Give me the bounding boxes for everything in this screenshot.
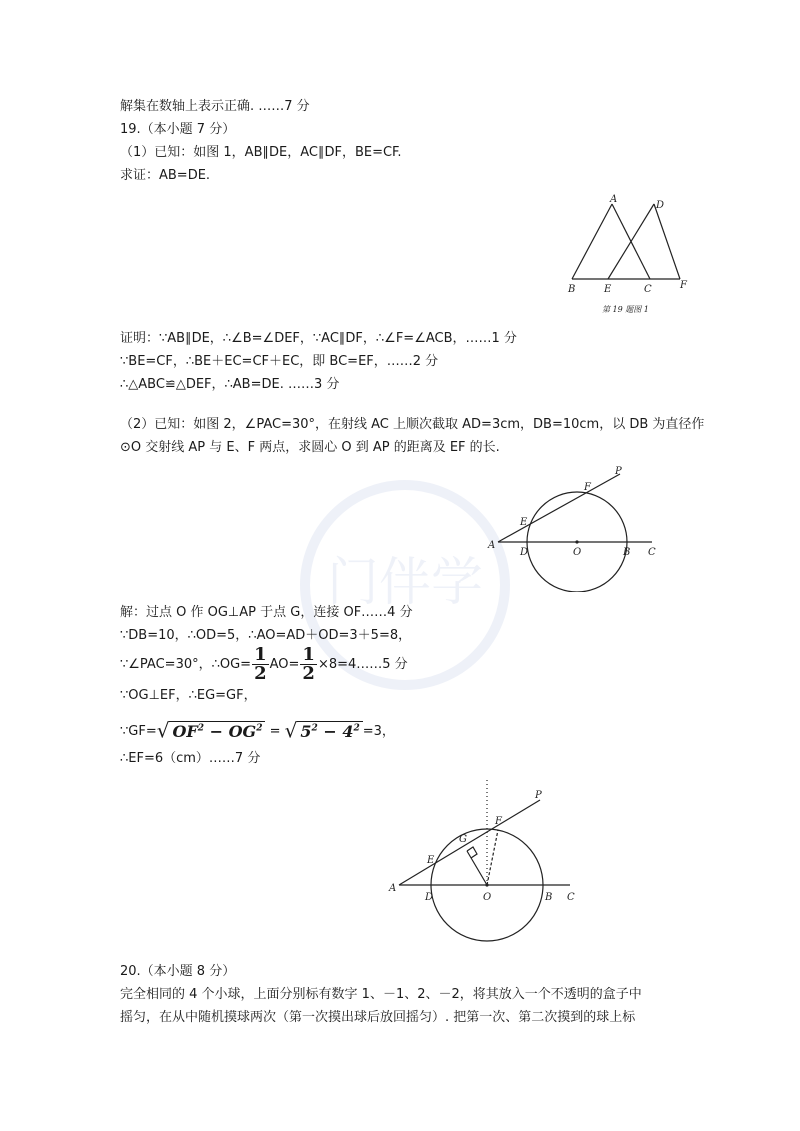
q19-part2-solution-4: ∵OG⊥EF，∴EG=GF，	[120, 688, 257, 703]
fig3-label-e: E	[427, 855, 435, 866]
solution-3-part-c: ×8=4……5 分	[317, 657, 408, 672]
fig1-label-d: D	[656, 200, 665, 211]
fig1-caption: 第 19 题图 1	[602, 305, 649, 314]
watermark-text: 门伴学	[326, 553, 484, 613]
figure-19-1	[560, 190, 700, 320]
sqrt2-term-b: 4	[342, 722, 354, 742]
fraction-denominator: 2	[254, 663, 267, 684]
fig2-label-o: O	[573, 547, 582, 558]
question-20-heading: 20.（本小题 8 分）	[120, 964, 236, 979]
sqrt1-minus: −	[204, 722, 229, 742]
fig1-label-a: A	[610, 194, 618, 205]
equals-sign: =	[265, 724, 285, 740]
solution-3-part-b: AO=	[269, 657, 300, 672]
fig3-label-c: C	[567, 892, 575, 903]
q19-part1-prove: 求证：AB=DE.	[120, 168, 211, 183]
q19-part2-solution-6: ∴EF=6（cm）……7 分	[120, 751, 261, 766]
fig3-label-a: A	[389, 883, 397, 894]
sqrt1-term-b: OG	[228, 722, 257, 742]
q19-part2-solution-3	[120, 645, 408, 685]
q19-part2-given-2: ⊙O 交射线 AP 与 E、F 两点，求圆心 O 到 AP 的距离及 EF 的长.	[120, 440, 500, 455]
q19-part1-proof-3: ∴△ABC≌△DEF，∴AB=DE. ……3 分	[120, 377, 340, 392]
sqrt1-term-a: OF	[172, 722, 198, 742]
fig3-label-b: B	[545, 892, 553, 903]
sqrt-expression-2: √ $5^2 - 4^2$	[285, 712, 363, 751]
fig2-label-f: F	[584, 482, 591, 493]
fig2-label-e: E	[520, 517, 528, 528]
sqrt1-exponent-a: 2	[197, 724, 205, 734]
fraction-denominator: 2	[302, 663, 315, 684]
figure-19-2	[480, 462, 670, 592]
solution-3-part-a: ∵∠PAC=30°，∴OG=	[120, 657, 252, 672]
fig2-label-c: C	[648, 547, 656, 558]
fraction-half-2	[300, 646, 317, 683]
q19-part1-given: （1）已知：如图 1，AB∥DE，AC∥DF，BE=CF.	[120, 145, 402, 160]
q19-part2-solution-2: ∵DB=10，∴OD=5，∴AO=AD＋OD=3＋5=8，	[120, 628, 412, 643]
sqrt2-minus: −	[317, 722, 343, 742]
fig1-label-c: C	[644, 284, 652, 295]
solution-5-part-b: =3，	[362, 724, 395, 740]
text-line-1: 解集在数轴上表示正确. ……7 分	[120, 99, 310, 114]
fig3-label-g: G	[459, 834, 467, 845]
q19-part1-proof-1: 证明：∵AB∥DE，∴∠B=∠DEF，∵AC∥DF，∴∠F=∠ACB，……1 分	[120, 331, 517, 346]
question-19-heading: 19.（本小题 7 分）	[120, 122, 236, 137]
q19-part1-proof-2: ∵BE=CF，∴BE＋EC=CF＋EC，即 BC=EF，……2 分	[120, 354, 439, 369]
fig3-label-f: F	[495, 816, 502, 827]
sqrt-expression-1: √ $OF^2 - OG^2$	[157, 712, 266, 751]
q19-part2-solution-5	[120, 712, 395, 746]
fig2-label-d: D	[520, 547, 529, 558]
solution-5-part-a: ∵GF=	[120, 724, 157, 740]
fig2-label-b: B	[623, 547, 631, 558]
fraction-numerator: 1	[302, 644, 315, 665]
fig1-label-b: B	[568, 284, 576, 295]
sqrt2-exponent-a: 2	[311, 724, 318, 734]
fraction-numerator: 1	[254, 644, 267, 665]
q20-text-1: 完全相同的 4 个小球，上面分别标有数字 1、－1、2、－2，将其放入一个不透明的盒子中	[120, 987, 642, 1002]
fig3-label-p: P	[535, 790, 542, 801]
sqrt1-exponent-b: 2	[256, 724, 263, 734]
q19-part2-given-1: （2）已知：如图 2，∠PAC=30°，在射线 AC 上顺次截取 AD=3cm，DB=10cm，以 DB 为直径作	[120, 417, 705, 432]
fraction-half-1	[252, 646, 269, 683]
fig2-label-p: P	[615, 466, 622, 477]
fig3-label-o: O	[483, 892, 492, 903]
sqrt2-exponent-b: 2	[353, 724, 360, 734]
fig2-label-a: A	[488, 540, 496, 551]
q19-part2-solution-1: 解：过点 O 作 OG⊥AP 于点 G，连接 OF……4 分	[120, 605, 413, 620]
fig1-label-e: E	[604, 284, 612, 295]
sqrt2-term-a: 5	[300, 722, 312, 742]
q20-text-2: 摇匀，在从中随机摸球两次（第一次摸出球后放回摇匀）. 把第一次、第二次摸到的球上标	[120, 1010, 636, 1025]
fig1-label-f: F	[680, 280, 687, 291]
fig3-label-d: D	[425, 892, 434, 903]
figure-19-3	[385, 780, 585, 950]
